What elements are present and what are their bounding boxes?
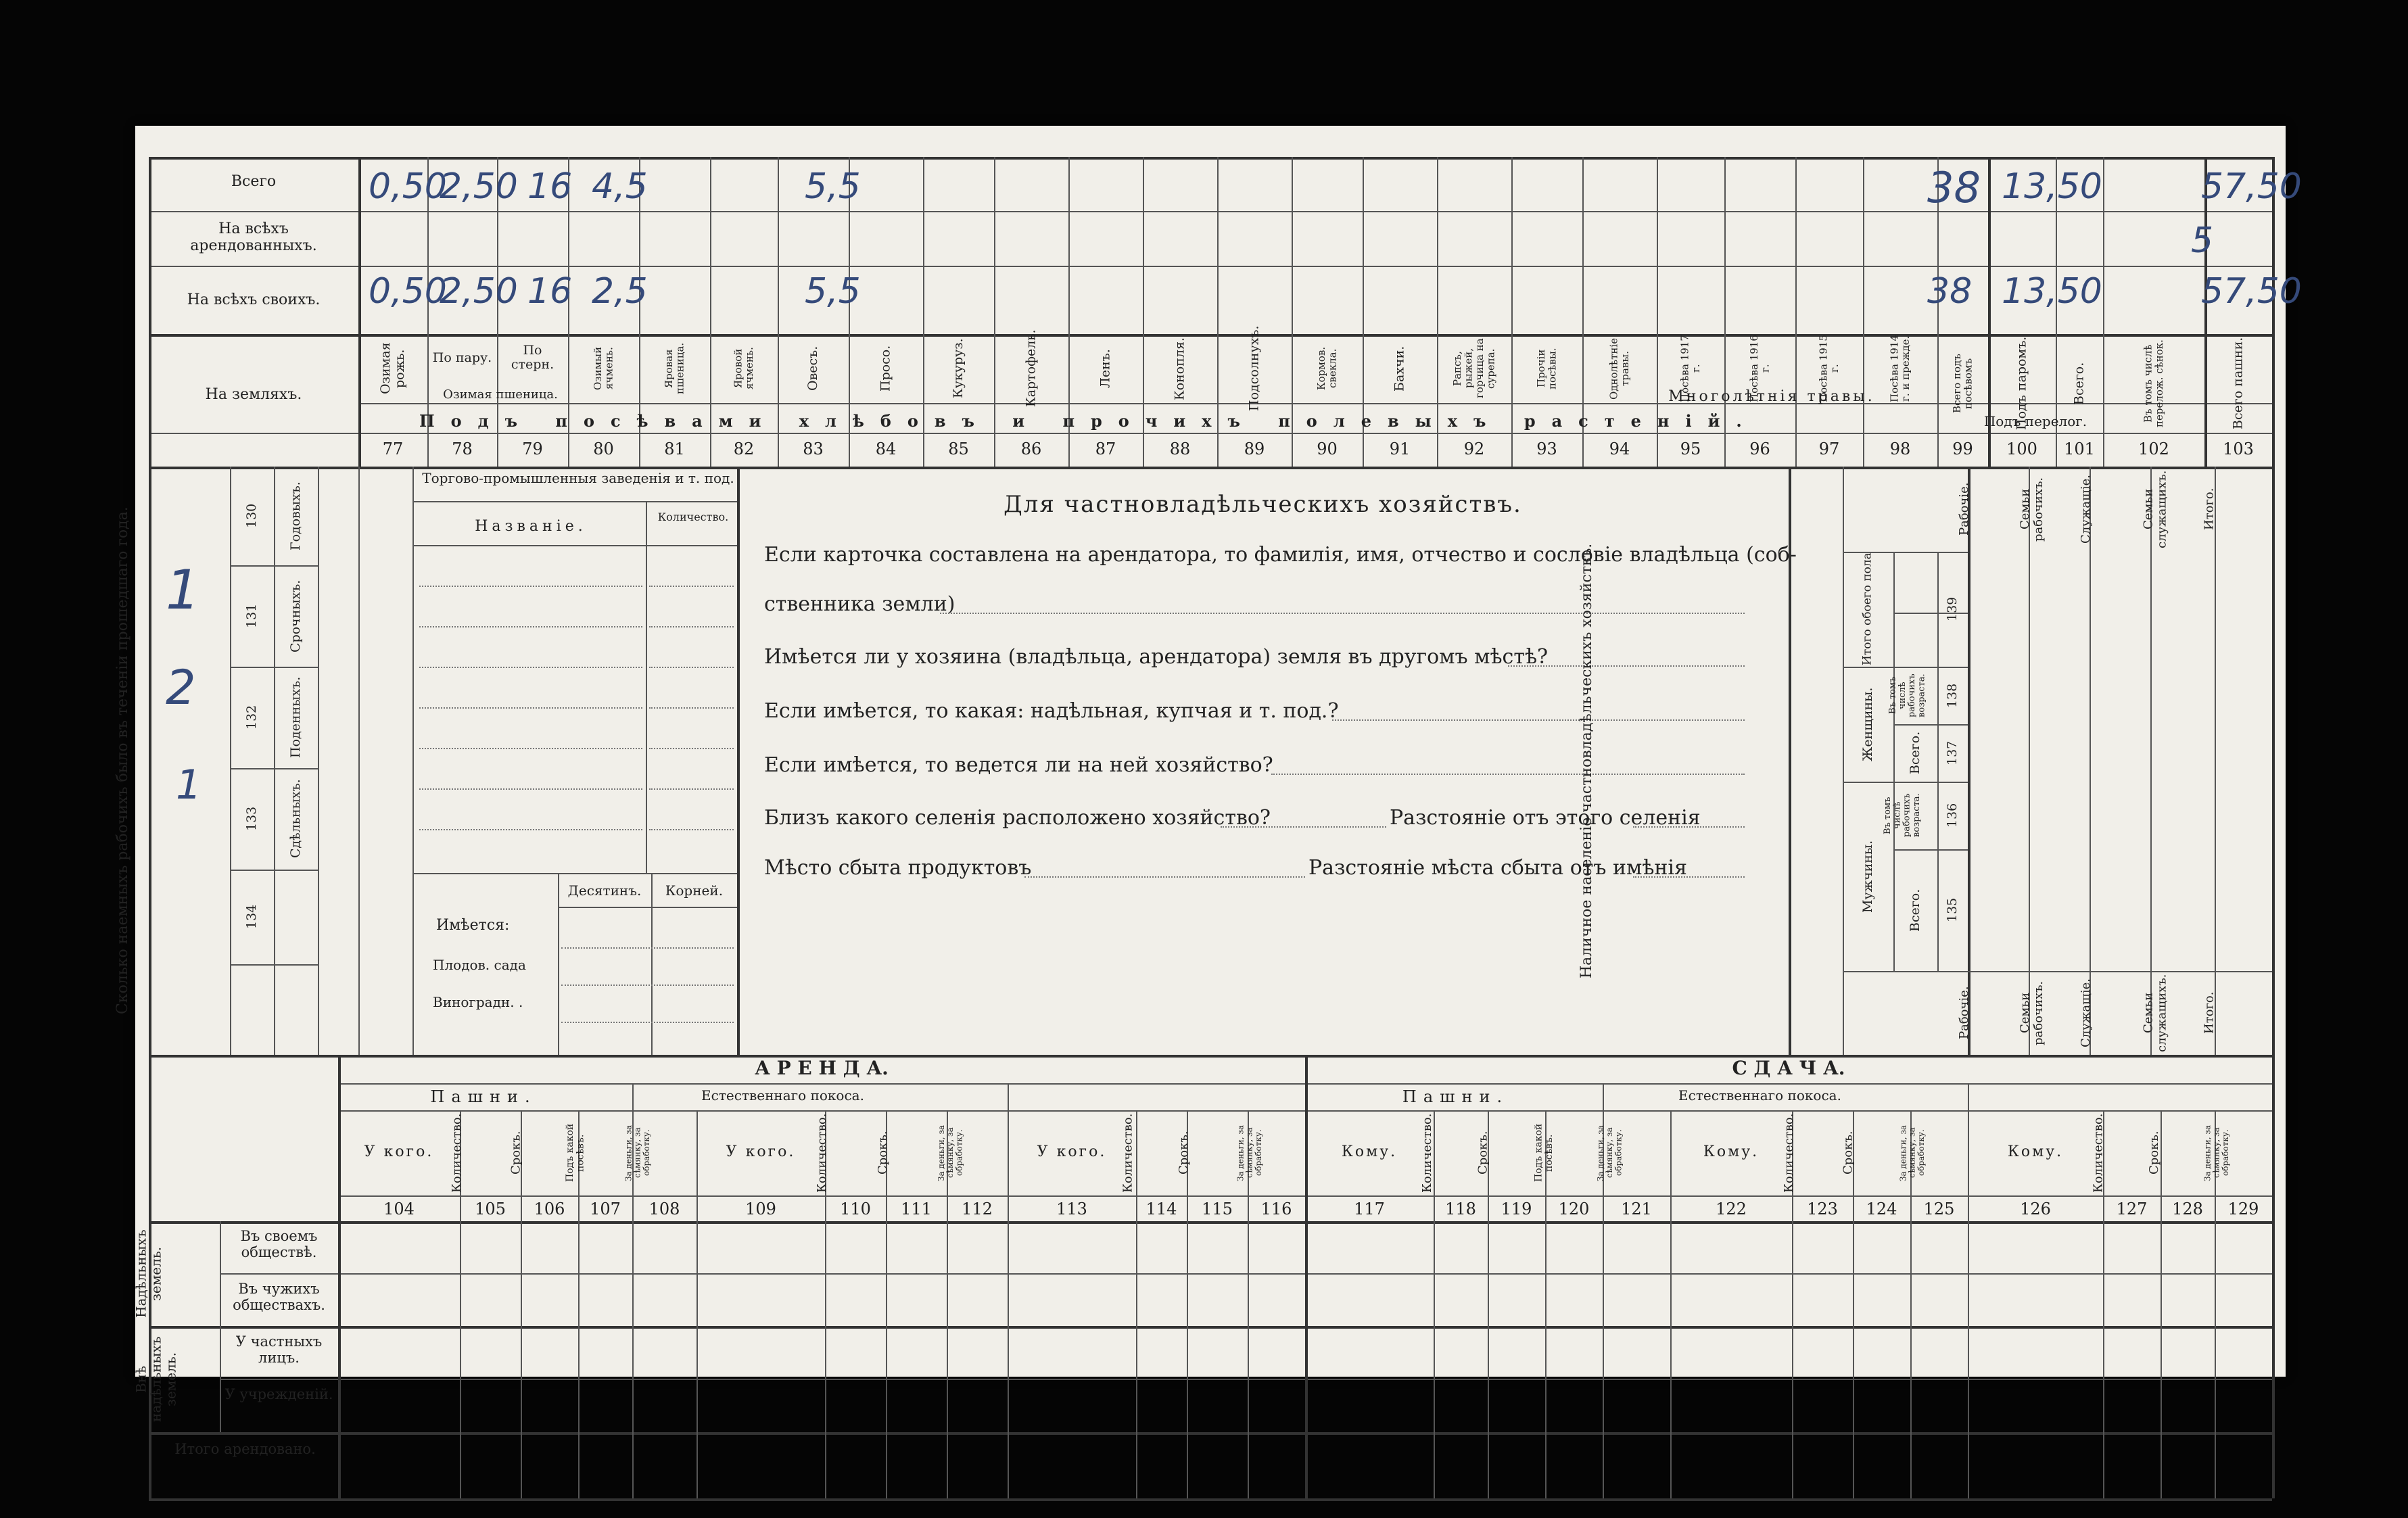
sdacha-num-120: 120	[1558, 1200, 1590, 1218]
vne-nadel-label: Внѣ надѣльныхъ земель.	[133, 1336, 179, 1422]
arenda-hdr-4: За деньги, за сѣмянку, за обработку.	[623, 1124, 651, 1181]
q-market-distance: Разстояніе мѣста сбыта отъ имѣнія	[1308, 856, 1687, 880]
q-owner-b: ственника земли)	[764, 592, 955, 616]
sdacha-pokos: Естественнаго покоса.	[1678, 1087, 1841, 1104]
sdacha-num-119: 119	[1501, 1200, 1532, 1218]
crop-header-93: Прочіи посѣвы.	[1535, 348, 1559, 389]
trade-korney: Корней.	[665, 882, 724, 899]
arenda-num-115: 115	[1202, 1200, 1233, 1218]
hw-svoikh-4: 2,5	[592, 271, 648, 312]
col-num-103: 103	[2223, 440, 2254, 458]
arenda-num-107: 107	[590, 1200, 621, 1218]
population-title: Наличное населеніе частновладѣльческихъ хозяйствъ.	[1578, 543, 1595, 978]
men-vsego: Всего.	[1908, 888, 1923, 932]
col-num-90: 90	[1317, 440, 1338, 458]
arenda-num-112: 112	[962, 1200, 993, 1218]
sdacha-num-127: 127	[2116, 1200, 2148, 1218]
arenda-num-106: 106	[534, 1200, 565, 1218]
sdacha-hdr-2: Срокъ.	[1476, 1131, 1490, 1175]
col-num-82: 82	[733, 440, 755, 458]
sdacha-num-129: 129	[2227, 1200, 2259, 1218]
women-vtom: Въ томъ числѣ рабочихъ возраста.	[1887, 673, 1927, 717]
pop-cat-top-1: Семьи рабочихъ.	[2018, 477, 2046, 542]
arenda-hdr-12: За деньги, за сѣмянку, за обработку.	[1235, 1124, 1263, 1181]
private-title: Для частновладѣльческихъ хозяйствъ.	[1004, 491, 1522, 518]
row-itogo: Итого арендовано.	[174, 1441, 316, 1457]
arenda-num-108: 108	[648, 1200, 680, 1218]
col-num-89: 89	[1244, 440, 1265, 458]
labor-num-133: 133	[244, 806, 260, 832]
hw-labor-1: 1	[166, 559, 200, 621]
col-num-87: 87	[1095, 440, 1116, 458]
sdacha-hdr-8: За деньги, за сѣмянку, за обработку.	[1898, 1124, 1926, 1181]
arenda-hdr-7: Срокъ.	[876, 1131, 890, 1175]
sdacha-num-121: 121	[1621, 1200, 1652, 1218]
crop-header-97: Посѣва 1915 г.	[1817, 335, 1841, 402]
crop-header-77: Озимая рожь.	[378, 342, 407, 395]
row-label-arend: На всѣхъ арендованныхъ.	[190, 220, 317, 255]
hw-vsego-1: 0,50	[369, 166, 447, 207]
pop-cat-bottom-4: Итого.	[2202, 991, 2217, 1035]
pop-num-135: 135	[1945, 897, 1960, 923]
labor-sdelnykh: Сдѣльныхъ.	[288, 779, 304, 859]
sdacha-num-125: 125	[1923, 1200, 1955, 1218]
ozimaya-pshenitsa-label: Озимая пшеница.	[443, 387, 558, 402]
col-num-101: 101	[2064, 440, 2095, 458]
row-svoem: Въ своемъ обществѣ.	[240, 1228, 318, 1261]
col-num-81: 81	[664, 440, 685, 458]
hw-vsego-8: 57,50	[2201, 166, 2302, 207]
labor-srochnykh: Срочныхъ.	[288, 579, 304, 653]
hw-vsego-4: 4,5	[592, 166, 648, 207]
pop-cat-bottom-0: Рабочіе.	[1957, 986, 1971, 1040]
population-men: Мужчины.	[1860, 840, 1876, 913]
col-num-96: 96	[1749, 440, 1770, 458]
crop-header-85: Кукуруз.	[951, 338, 966, 399]
labor-num-130: 130	[244, 503, 260, 529]
arenda-hdr-8: За деньги, за сѣмянку, за обработку.	[937, 1124, 964, 1181]
arenda-hdr-2: Срокъ.	[509, 1131, 523, 1175]
hw-svoikh-3: 16	[527, 271, 573, 312]
crop-header-83: Овесъ.	[805, 346, 821, 392]
labor-title: Сколько наемныхъ рабочихъ было въ теченіи прошедшаго года.	[114, 506, 131, 1015]
col-num-92: 92	[1463, 440, 1485, 458]
hw-svoikh-1: 0,50	[369, 271, 447, 312]
posevy-banner: Подъ посѣвами хлѣбовъ и прочихъ полевыхъ растеній.	[419, 411, 1758, 431]
col-num-100: 100	[2006, 440, 2037, 458]
crop-header-81: Яровая пшеница.	[663, 342, 686, 395]
col-num-91: 91	[1389, 440, 1411, 458]
crop-header-86: Картофель.	[1023, 329, 1039, 408]
sdacha-hdr-4: За деньги, за сѣмянку, за обработку.	[1596, 1124, 1624, 1181]
crop-header-99: Всего подъ посѣвомъ	[1951, 354, 1975, 413]
hw-svoikh-5: 5,5	[805, 271, 861, 312]
hw-vsego-7: 13,50	[2002, 166, 2102, 207]
crop-header-102: Въ томъ числѣ перелож. сѣнок.	[2142, 339, 2165, 427]
hw-labor-2: 2	[166, 660, 196, 715]
crop-header-82: Яровой ячмень.	[732, 347, 755, 390]
hw-vsego-6: 38	[1927, 163, 1981, 212]
row-uchrezhdeniy: У учрежденій.	[225, 1386, 333, 1402]
men-vtom: Въ томъ числѣ рабочихъ возраста.	[1883, 793, 1922, 838]
pop-cat-top-4: Итого.	[2202, 488, 2217, 531]
sdacha-hdr-5: Кому.	[1703, 1143, 1760, 1160]
arenda-pokos: Естественнаго покоса.	[701, 1087, 864, 1104]
sdacha-hdr-7: Срокъ.	[1841, 1131, 1856, 1175]
q-owner-a: Если карточка составлена на арендатора, то фамилія, имя, отчество и сословіе владѣльца (соб-	[764, 543, 1797, 567]
crop-header-80: Озимый ячмень.	[592, 346, 615, 391]
sdacha-num-118: 118	[1445, 1200, 1476, 1218]
q-farming: Если имѣется, то ведется ли на ней хозяйство?	[764, 753, 1273, 777]
pop-num-136: 136	[1945, 803, 1960, 828]
arenda-num-116: 116	[1260, 1200, 1292, 1218]
arenda-num-113: 113	[1056, 1200, 1087, 1218]
hw-svoikh-6: 38	[1927, 271, 1973, 312]
arenda-num-114: 114	[1146, 1200, 1177, 1218]
arenda-num-104: 104	[383, 1200, 415, 1218]
sdacha-hdr-0: Кому.	[1341, 1143, 1398, 1160]
col-num-79: 79	[522, 440, 543, 458]
sdacha-hdr-1: Количество.	[1420, 1113, 1434, 1193]
sdacha-num-122: 122	[1716, 1200, 1747, 1218]
pop-cat-top-0: Рабочіе.	[1957, 482, 1971, 536]
row-chastnykh: У частныхъ лицъ.	[235, 1333, 323, 1367]
crop-header-89: Подсолнухъ.	[1246, 325, 1262, 412]
q-village: Близъ какого селенія расположено хозяйство?	[764, 806, 1271, 830]
labor-num-132: 132	[244, 705, 260, 730]
arenda-hdr-9: У кого.	[1037, 1143, 1107, 1160]
mnogoletnie-label: Многолѣтнія травы.	[1668, 388, 1875, 405]
arenda-num-105: 105	[475, 1200, 506, 1218]
arenda-hdr-3: Подъ какой посѣвъ.	[565, 1123, 586, 1183]
crop-header-90: Кормов. свекла.	[1315, 346, 1339, 391]
pod-perelog-label: Подъ перелог.	[1983, 413, 2087, 429]
arenda-title: А Р Е Н Д А.	[755, 1057, 889, 1079]
population-women: Женщины.	[1860, 687, 1876, 761]
trade-desyatin: Десятинъ.	[567, 882, 642, 899]
col-num-98: 98	[1889, 440, 1911, 458]
sdacha-hdr-12: За деньги, за сѣмянку, за обработку.	[2202, 1124, 2230, 1181]
crop-header-84: Просо.	[878, 345, 893, 392]
arenda-hdr-0: У кого.	[364, 1143, 434, 1160]
arenda-num-109: 109	[745, 1200, 776, 1218]
col-num-84: 84	[875, 440, 897, 458]
hw-labor-3: 1	[176, 761, 202, 809]
col-num-99: 99	[1952, 440, 1973, 458]
trade-imeetsya: Имѣется:	[436, 917, 510, 934]
crop-header-88: Конопля.	[1172, 337, 1187, 400]
pop-cat-bottom-3: Семьи служащихъ.	[2141, 974, 2169, 1052]
crop-header-94: Однолѣтніе травы.	[1607, 337, 1631, 400]
pop-cat-top-2: Служащіе.	[2079, 475, 2093, 544]
crop-header-91: Бахчи.	[1392, 346, 1407, 392]
row-label-svoikh: На всѣхъ своихъ.	[187, 291, 321, 308]
labor-num-131: 131	[244, 603, 260, 629]
col-num-83: 83	[803, 440, 824, 458]
col-num-80: 80	[593, 440, 614, 458]
crop-header-101: Всего.	[2071, 362, 2087, 405]
row-label-vsego: Всего	[231, 173, 277, 190]
hw-svoikh-2: 2,50	[440, 271, 518, 312]
pop-num-137: 137	[1945, 740, 1960, 765]
sdacha-hdr-6: Количество.	[1782, 1113, 1796, 1193]
crop-header-96: Посѣва 1916 г.	[1748, 335, 1772, 402]
col-num-102: 102	[2138, 440, 2169, 458]
hw-vsego-5: 5,5	[805, 166, 861, 207]
census-card	[114, 126, 2302, 1457]
arenda-pashni: Пашни.	[430, 1087, 537, 1106]
crop-header-98: Посѣва 1914 г. и прежде.	[1888, 335, 1912, 402]
pop-num-139: 139	[1945, 596, 1960, 622]
arenda-num-110: 110	[840, 1200, 871, 1218]
col-num-86: 86	[1020, 440, 1042, 458]
sdacha-num-124: 124	[1866, 1200, 1897, 1218]
row-chuzhikh: Въ чужихъ обществахъ.	[233, 1281, 325, 1314]
sdacha-hdr-3: Подъ какой посѣвъ.	[1533, 1123, 1555, 1183]
sdacha-hdr-10: Количество.	[2091, 1113, 2106, 1193]
hw-arend-1: 5	[2191, 220, 2214, 261]
col-num-95: 95	[1680, 440, 1701, 458]
arenda-hdr-1: Количество.	[450, 1113, 464, 1193]
labor-podennykh: Поденныхъ.	[288, 676, 304, 759]
col-num-97: 97	[1818, 440, 1840, 458]
sdacha-num-126: 126	[2020, 1200, 2051, 1218]
col-num-78: 78	[452, 440, 473, 458]
labor-godovykh: Годовыхъ.	[288, 481, 304, 550]
q-land-type: Если имѣется, то какая: надѣльная, купчая и т. под.?	[764, 699, 1339, 723]
col-num-77: 77	[382, 440, 404, 458]
sdacha-num-123: 123	[1807, 1200, 1838, 1218]
arenda-hdr-11: Срокъ.	[1177, 1131, 1191, 1175]
col-num-85: 85	[948, 440, 969, 458]
col-num-93: 93	[1536, 440, 1557, 458]
hw-svoikh-7: 13,50	[2002, 271, 2102, 312]
arenda-hdr-10: Количество.	[1120, 1113, 1135, 1193]
crop-header-79: По стерн.	[511, 343, 554, 372]
pop-cat-bottom-1: Семьи рабочихъ.	[2018, 980, 2046, 1045]
trade-title: Торгово-промышленныя заведенія и т. под.	[422, 470, 734, 486]
sdacha-hdr-9: Кому.	[2007, 1143, 2064, 1160]
arenda-hdr-5: У кого.	[726, 1143, 796, 1160]
sdacha-num-117: 117	[1354, 1200, 1385, 1218]
crop-header-103: Всего пашни.	[2230, 337, 2246, 430]
crop-header-78: По пару.	[432, 350, 492, 365]
trade-vinograd: Виноградн. .	[433, 994, 523, 1010]
q-village-distance: Разстояніе отъ этого селенія	[1390, 806, 1701, 830]
sdacha-hdr-11: Срокъ.	[2147, 1131, 2161, 1175]
col-num-94: 94	[1609, 440, 1630, 458]
pop-cat-top-3: Семьи служащихъ.	[2141, 470, 2169, 548]
women-vsego: Всего.	[1908, 731, 1923, 775]
q-market: Мѣсто сбыта продуктовъ	[764, 856, 1032, 880]
trade-qty-header: Количество.	[657, 511, 729, 523]
itogo-obo: Итого обоего пола	[1860, 552, 1874, 666]
labor-num-134: 134	[244, 904, 260, 930]
nadel-label: Надѣльныхъ земель.	[133, 1229, 164, 1318]
hw-svoikh-8: 57,50	[2201, 271, 2302, 312]
sdacha-num-128: 128	[2172, 1200, 2203, 1218]
trade-name-header: Названіе.	[475, 518, 587, 535]
crop-header-95: Посѣва 1917 г.	[1678, 335, 1702, 402]
crop-header-87: Ленъ.	[1097, 349, 1113, 388]
trade-sad: Плодов. сада	[433, 957, 526, 973]
row-label-zemlyakh: На земляхъ.	[205, 386, 302, 403]
sdacha-title: С Д А Ч А.	[1732, 1057, 1845, 1079]
crop-header-100: Подъ паромъ.	[2014, 336, 2029, 431]
hw-vsego-3: 16	[527, 166, 573, 207]
hw-vsego-2: 2,50	[440, 166, 518, 207]
pop-cat-bottom-2: Служащіе.	[2079, 978, 2093, 1047]
crop-header-92: Рапсъ, рыжей, горчица на сурепа.	[1451, 338, 1497, 399]
pop-num-138: 138	[1945, 683, 1960, 708]
arenda-num-111: 111	[901, 1200, 932, 1218]
arenda-hdr-6: Количество.	[815, 1113, 829, 1193]
col-num-88: 88	[1169, 440, 1191, 458]
q-other-land: Имѣется ли у хозяина (владѣльца, арендатора) земля въ другомъ мѣстѣ?	[764, 645, 1549, 669]
sdacha-pashni: Пашни.	[1402, 1087, 1509, 1106]
